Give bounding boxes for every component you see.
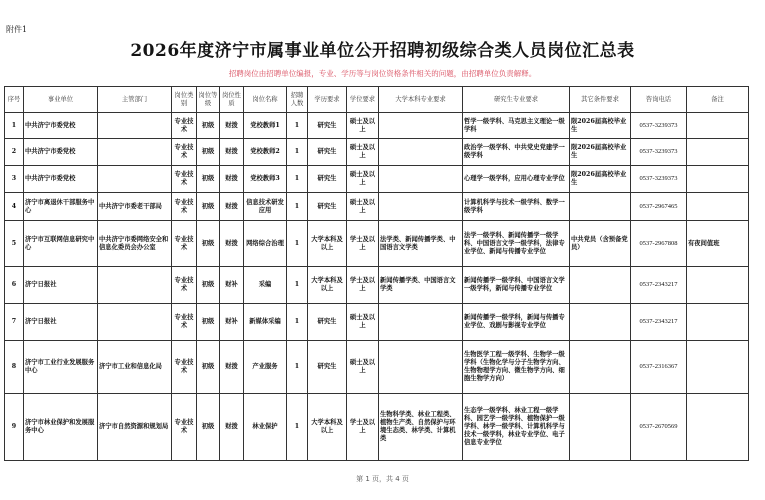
cell-phone: 0537-2343217	[631, 267, 687, 304]
cell-no: 5	[5, 221, 24, 267]
column-header: 序号	[5, 87, 24, 113]
cell-no: 2	[5, 139, 24, 166]
cell-dept	[98, 304, 172, 341]
cell-edu: 大学本科及以上	[308, 267, 347, 304]
table-row	[5, 267, 749, 304]
cell-nature: 财补	[220, 267, 244, 304]
cell-phone: 0537-2316367	[631, 341, 687, 394]
table-row	[5, 394, 749, 461]
cell-nature: 财拨	[220, 193, 244, 221]
cell-no: 4	[5, 193, 24, 221]
cell-category: 专业技术	[172, 166, 197, 193]
table-row	[5, 341, 749, 394]
positions-table	[4, 86, 749, 461]
cell-count: 1	[287, 221, 308, 267]
column-header: 岗位性质	[220, 87, 244, 113]
cell-undergrad	[379, 166, 463, 193]
cell-edu: 研究生	[308, 166, 347, 193]
cell-grad: 新闻传播学一级学科、中国语言文学一级学科，新闻与传播专业学位	[463, 267, 570, 304]
cell-other: 限2026届高校毕业生	[570, 166, 631, 193]
cell-post: 信息技术研发应用	[244, 193, 287, 221]
cell-unit: 中共济宁市委党校	[24, 139, 98, 166]
cell-dept	[98, 139, 172, 166]
cell-category: 专业技术	[172, 341, 197, 394]
cell-dept	[98, 166, 172, 193]
cell-remark	[687, 166, 749, 193]
column-header: 岗位类别	[172, 87, 197, 113]
cell-phone: 0537-3239373	[631, 113, 687, 139]
cell-degree: 硕士及以上	[347, 139, 379, 166]
cell-degree: 学士及以上	[347, 267, 379, 304]
cell-no: 6	[5, 267, 24, 304]
table-row	[5, 221, 749, 267]
column-header: 岗位等级	[197, 87, 220, 113]
cell-post: 产业服务	[244, 341, 287, 394]
cell-grad: 生物医学工程一级学科、生物学一级学科（生物化学与分子生物学方向、生物物理学方向、微生物学方向、细胞生物学方向）	[463, 341, 570, 394]
cell-count: 1	[287, 394, 308, 461]
cell-nature: 财拨	[220, 113, 244, 139]
cell-grad: 新闻传播学一级学科，新闻与传播专业学位、戏剧与影视专业学位	[463, 304, 570, 341]
cell-edu: 研究生	[308, 193, 347, 221]
cell-category: 专业技术	[172, 193, 197, 221]
cell-phone: 0537-2343217	[631, 304, 687, 341]
cell-undergrad	[379, 341, 463, 394]
cell-unit: 济宁市互联网信息研究中心	[24, 221, 98, 267]
cell-edu: 大学本科及以上	[308, 394, 347, 461]
cell-undergrad	[379, 304, 463, 341]
cell-undergrad: 生物科学类、林业工程类、植物生产类、自然保护与环境生态类、林学类、计算机类	[379, 394, 463, 461]
cell-count: 1	[287, 193, 308, 221]
cell-edu: 研究生	[308, 341, 347, 394]
cell-grad: 政治学一级学科、中共党史党建学一级学科	[463, 139, 570, 166]
cell-dept	[98, 267, 172, 304]
cell-dept	[98, 113, 172, 139]
cell-other: 中共党员（含预备党员）	[570, 221, 631, 267]
cell-undergrad: 新闻传播学类、中国语言文学类	[379, 267, 463, 304]
cell-level: 初级	[197, 267, 220, 304]
table-row	[5, 113, 749, 139]
cell-degree: 硕士及以上	[347, 166, 379, 193]
cell-nature: 财拨	[220, 341, 244, 394]
cell-phone: 0537-3239373	[631, 166, 687, 193]
cell-other	[570, 193, 631, 221]
table-row	[5, 304, 749, 341]
cell-nature: 财补	[220, 304, 244, 341]
cell-undergrad	[379, 113, 463, 139]
cell-category: 专业技术	[172, 304, 197, 341]
cell-no: 3	[5, 166, 24, 193]
cell-remark	[687, 341, 749, 394]
cell-other	[570, 304, 631, 341]
cell-other: 限2026届高校毕业生	[570, 139, 631, 166]
cell-degree: 学士及以上	[347, 394, 379, 461]
cell-nature: 财拨	[220, 221, 244, 267]
cell-count: 1	[287, 139, 308, 166]
cell-unit: 济宁市离退休干部服务中心	[24, 193, 98, 221]
cell-degree: 硕士及以上	[347, 341, 379, 394]
cell-post: 采编	[244, 267, 287, 304]
cell-unit: 济宁日报社	[24, 267, 98, 304]
cell-count: 1	[287, 267, 308, 304]
cell-degree: 硕士及以上	[347, 304, 379, 341]
cell-level: 初级	[197, 139, 220, 166]
cell-category: 专业技术	[172, 221, 197, 267]
cell-undergrad	[379, 193, 463, 221]
cell-other	[570, 394, 631, 461]
cell-nature: 财拨	[220, 166, 244, 193]
cell-phone: 0537-3239373	[631, 139, 687, 166]
table-row	[5, 193, 749, 221]
cell-undergrad	[379, 139, 463, 166]
cell-level: 初级	[197, 221, 220, 267]
table-row	[5, 166, 749, 193]
cell-unit: 济宁日报社	[24, 304, 98, 341]
cell-grad: 法学一级学科、新闻传播学一级学科、中国语言文学一级学科，法律专业学位、新闻与传播专业学位	[463, 221, 570, 267]
cell-edu: 研究生	[308, 113, 347, 139]
cell-remark	[687, 113, 749, 139]
cell-post: 网络综合治理	[244, 221, 287, 267]
cell-level: 初级	[197, 166, 220, 193]
cell-level: 初级	[197, 394, 220, 461]
cell-grad: 生态学一级学科、林业工程一级学科、园艺学一级学科、植物保护一级学科、林学一级学科、计算机科学与技术一级学科，林业专业学位、电子信息专业学位	[463, 394, 570, 461]
cell-category: 专业技术	[172, 267, 197, 304]
cell-edu: 研究生	[308, 304, 347, 341]
cell-edu: 研究生	[308, 139, 347, 166]
cell-count: 1	[287, 113, 308, 139]
cell-phone: 0537-2967808	[631, 221, 687, 267]
cell-grad: 心理学一级学科，应用心理专业学位	[463, 166, 570, 193]
cell-post: 林业保护	[244, 394, 287, 461]
cell-no: 7	[5, 304, 24, 341]
header-row	[5, 87, 749, 113]
cell-degree: 硕士及以上	[347, 113, 379, 139]
column-header: 招聘人数	[287, 87, 308, 113]
cell-remark	[687, 267, 749, 304]
cell-no: 1	[5, 113, 24, 139]
cell-remark	[687, 304, 749, 341]
cell-dept: 中共济宁市委网络安全和信息化委员会办公室	[98, 221, 172, 267]
attachment-label: 附件1	[6, 25, 28, 34]
cell-undergrad: 法学类、新闻传播学类、中国语言文学类	[379, 221, 463, 267]
column-header: 主管部门	[98, 87, 172, 113]
cell-phone: 0537-2967465	[631, 193, 687, 221]
cell-no: 8	[5, 341, 24, 394]
cell-remark	[687, 139, 749, 166]
cell-other: 限2026届高校毕业生	[570, 113, 631, 139]
cell-category: 专业技术	[172, 113, 197, 139]
cell-level: 初级	[197, 193, 220, 221]
cell-other	[570, 267, 631, 304]
cell-remark: 有夜间值班	[687, 221, 749, 267]
cell-dept: 济宁市自然资源和规划局	[98, 394, 172, 461]
cell-count: 1	[287, 341, 308, 394]
column-header: 学位要求	[347, 87, 379, 113]
cell-remark	[687, 193, 749, 221]
cell-dept: 中共济宁市委老干部局	[98, 193, 172, 221]
cell-post: 党校教师3	[244, 166, 287, 193]
cell-post: 党校教师2	[244, 139, 287, 166]
cell-no: 9	[5, 394, 24, 461]
cell-degree: 硕士及以上	[347, 193, 379, 221]
cell-remark	[687, 394, 749, 461]
table-row	[5, 139, 749, 166]
cell-nature: 财拨	[220, 394, 244, 461]
cell-post: 党校教师1	[244, 113, 287, 139]
cell-unit: 中共济宁市委党校	[24, 113, 98, 139]
cell-other	[570, 341, 631, 394]
cell-category: 专业技术	[172, 394, 197, 461]
cell-category: 专业技术	[172, 139, 197, 166]
cell-level: 初级	[197, 341, 220, 394]
page-title: 2026年度济宁市属事业单位公开招聘初级综合类人员岗位汇总表	[130, 41, 635, 61]
column-header: 事业单位	[24, 87, 98, 113]
cell-count: 1	[287, 166, 308, 193]
column-header: 咨询电话	[631, 87, 687, 113]
column-header: 大学本科专业要求	[379, 87, 463, 113]
column-header: 其它条件要求	[570, 87, 631, 113]
disclaimer-note: 招聘岗位由招聘单位编报，专业、学历等与岗位资格条件相关的问题，由招聘单位负责解释。	[228, 69, 537, 78]
cell-unit: 济宁市工业行业发展服务中心	[24, 341, 98, 394]
cell-post: 新媒体采编	[244, 304, 287, 341]
cell-level: 初级	[197, 304, 220, 341]
cell-phone: 0537-2670569	[631, 394, 687, 461]
column-header: 学历要求	[308, 87, 347, 113]
cell-unit: 中共济宁市委党校	[24, 166, 98, 193]
cell-dept: 济宁市工业和信息化局	[98, 341, 172, 394]
column-header: 岗位名称	[244, 87, 287, 113]
cell-count: 1	[287, 304, 308, 341]
cell-level: 初级	[197, 113, 220, 139]
page-number: 第 1 页，共 4 页	[356, 475, 409, 483]
cell-unit: 济宁市林业保护和发展服务中心	[24, 394, 98, 461]
column-header: 备注	[687, 87, 749, 113]
cell-grad: 计算机科学与技术一级学科、数学一级学科	[463, 193, 570, 221]
cell-grad: 哲学一级学科、马克思主义理论一级学科	[463, 113, 570, 139]
cell-edu: 大学本科及以上	[308, 221, 347, 267]
cell-nature: 财拨	[220, 139, 244, 166]
cell-degree: 学士及以上	[347, 221, 379, 267]
column-header: 研究生专业要求	[463, 87, 570, 113]
